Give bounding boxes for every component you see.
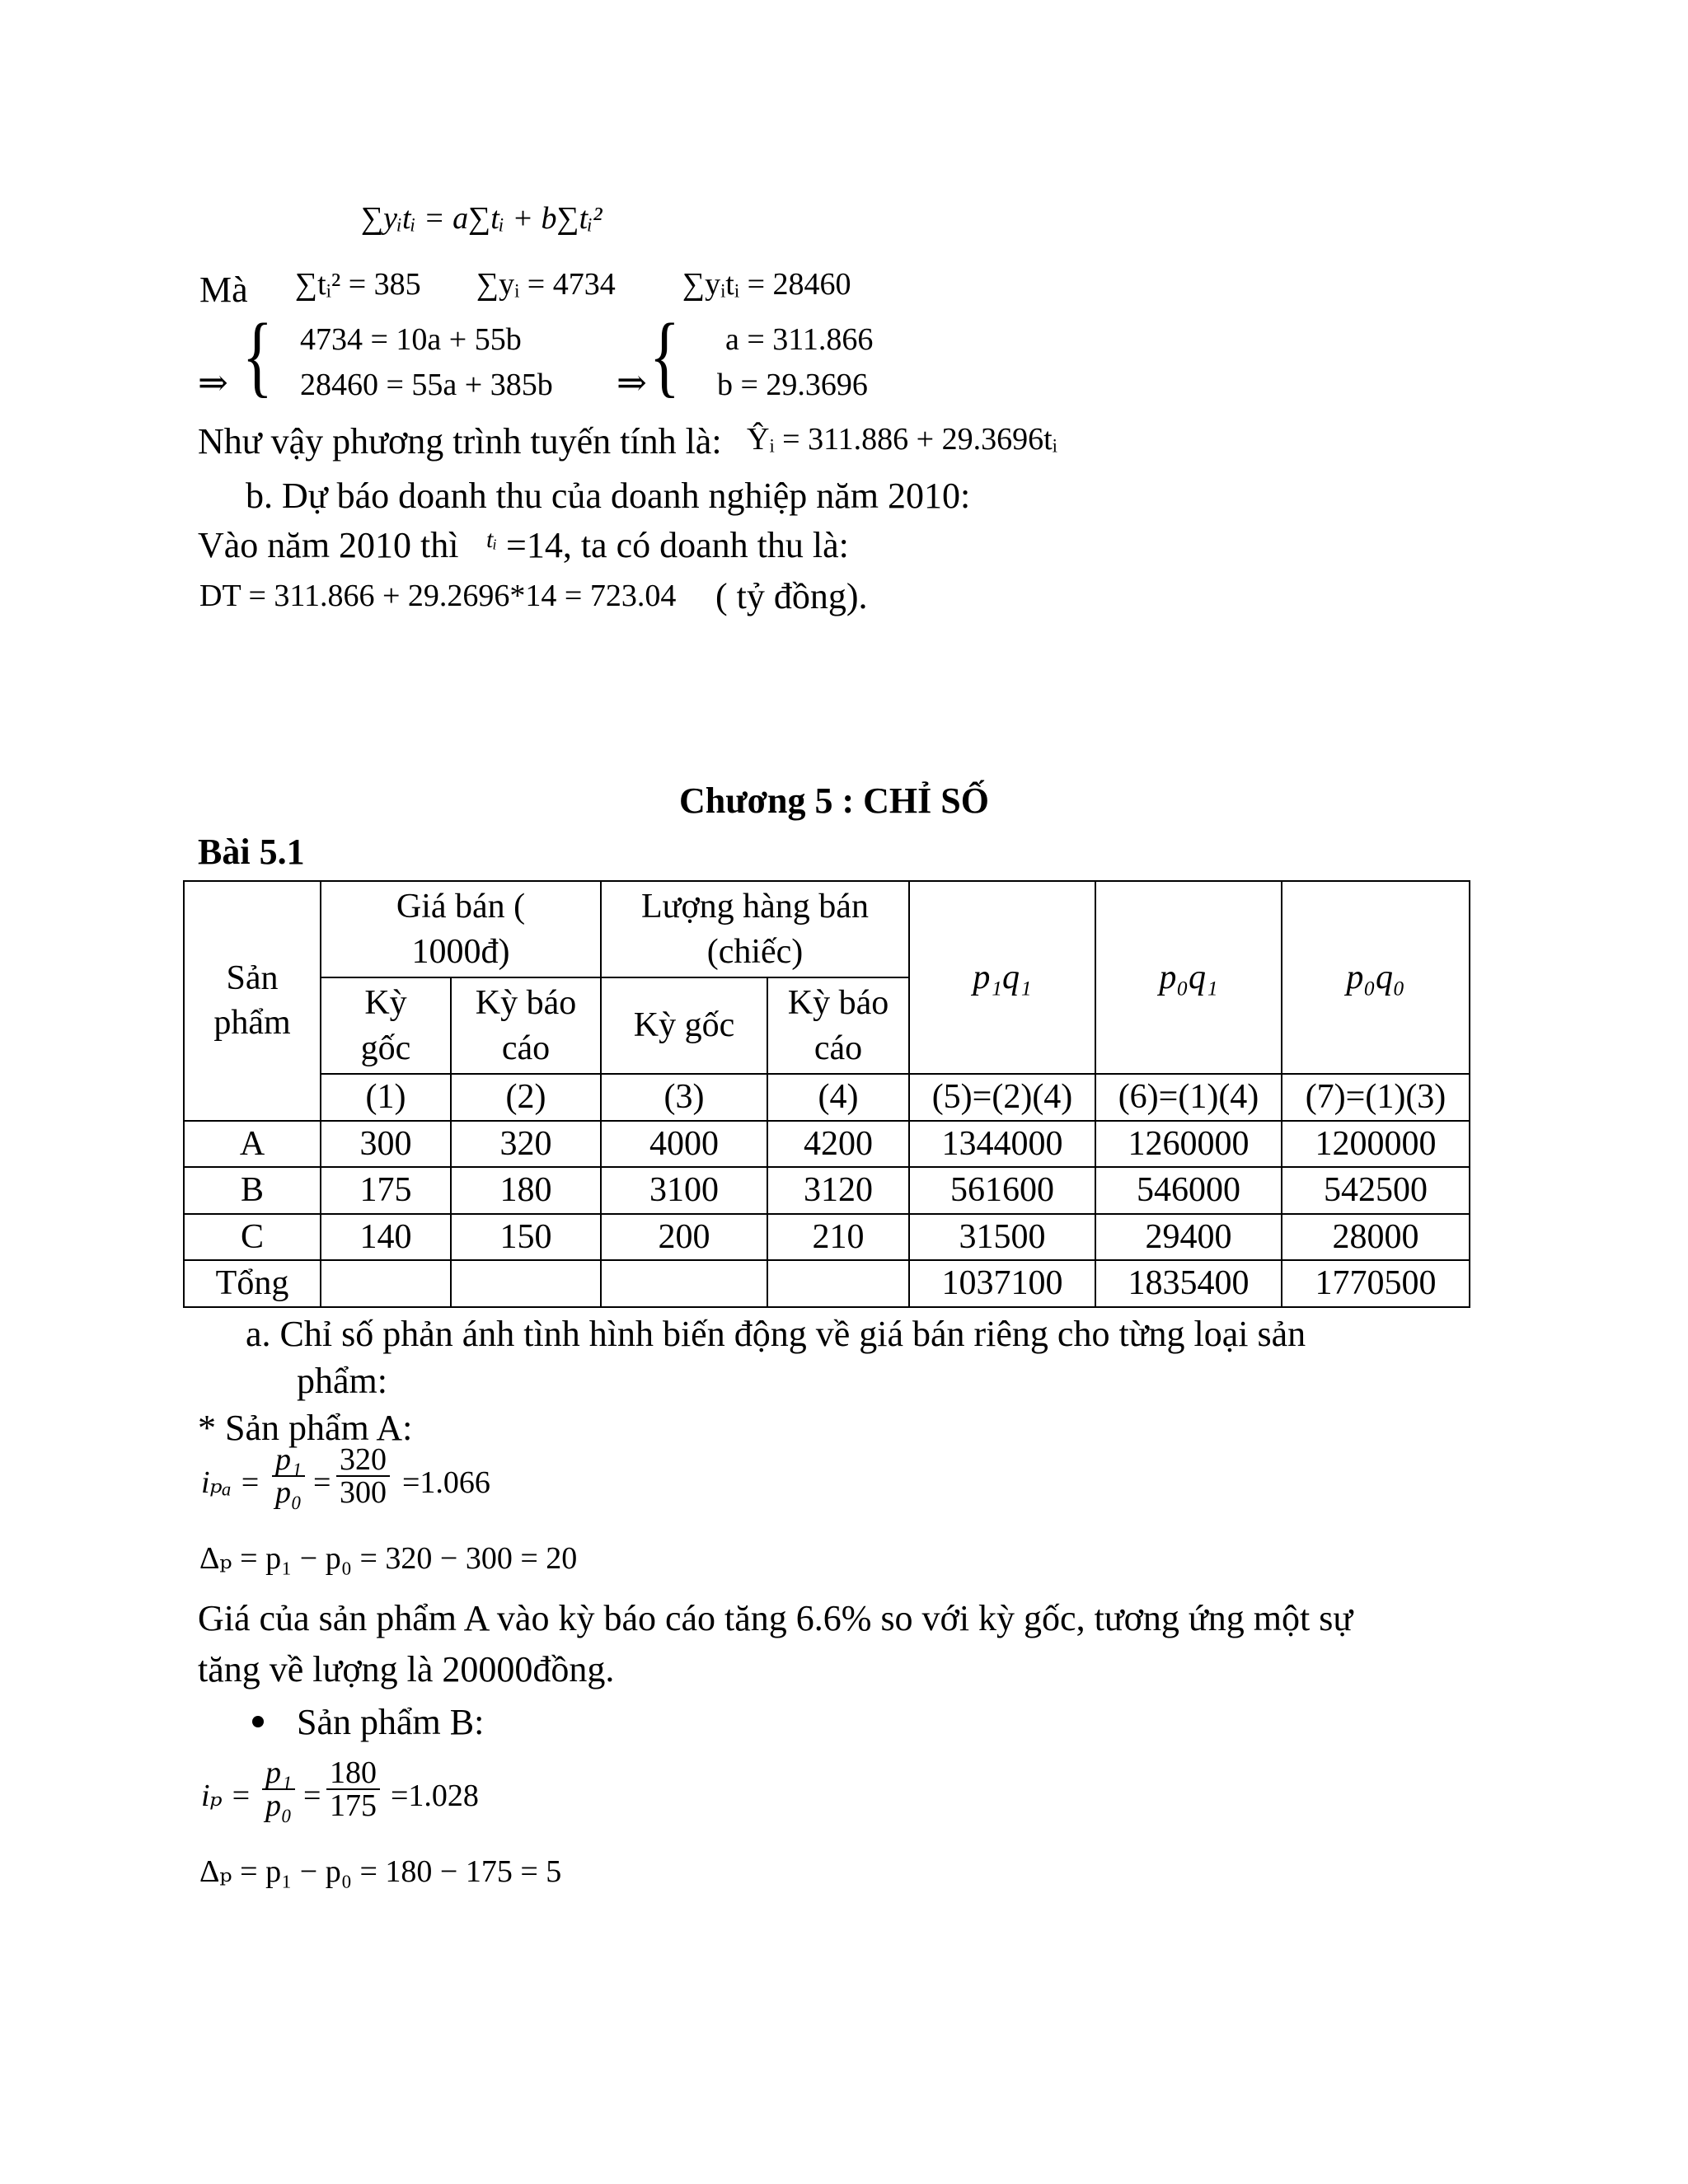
header-quantity: Lượng hàng bán (chiếc) — [601, 881, 909, 977]
system2-eq1: a = 311.866 — [725, 322, 874, 357]
index-table — [183, 880, 1470, 1308]
total-cell: 1835400 — [1095, 1260, 1282, 1307]
col-code: (3) — [601, 1074, 767, 1121]
product-a-label: * Sản phẩm A: — [198, 1408, 413, 1448]
cell: 4200 — [767, 1121, 909, 1168]
frac-num: 180 — [326, 1757, 380, 1790]
normal-equation: ∑yᵢtᵢ = a∑tᵢ + b∑tᵢ² — [361, 201, 603, 236]
implies-arrow-2: ⇒ — [617, 363, 647, 403]
total-label: Tổng — [184, 1260, 321, 1307]
cell: 300 — [321, 1121, 451, 1168]
cell: 1200000 — [1282, 1121, 1470, 1168]
system1-eq1: 4734 = 10a + 55b — [300, 322, 522, 357]
equals-sign: = — [303, 1779, 321, 1813]
table-row — [184, 1121, 1470, 1168]
cell: 210 — [767, 1214, 909, 1261]
col-code: (5)=(2)(4) — [909, 1074, 1095, 1121]
table-row — [184, 1214, 1470, 1261]
cell-empty — [601, 1260, 767, 1307]
fraction-320-300 — [336, 1444, 390, 1508]
cell: 320 — [451, 1121, 601, 1168]
cell: 561600 — [909, 1167, 1095, 1214]
index-pa-result: =1.066 — [402, 1465, 490, 1500]
frac-den: 300 — [340, 1475, 387, 1510]
cell: 546000 — [1095, 1167, 1282, 1214]
system2-eq2: b = 29.3696 — [717, 368, 868, 402]
linear-equation-text: Như vậy phương trình tuyến tính là: — [198, 421, 722, 462]
header-qty-report: Kỳ báo cáo — [767, 977, 909, 1074]
cell: 140 — [321, 1214, 451, 1261]
frac-num: p₁ — [272, 1444, 305, 1477]
row-label: C — [184, 1214, 321, 1261]
row-label: B — [184, 1167, 321, 1214]
fraction-p1-p0 — [272, 1444, 305, 1508]
cell: 200 — [601, 1214, 767, 1261]
implies-arrow-1: ⇒ — [198, 363, 228, 403]
cell: 542500 — [1282, 1167, 1470, 1214]
header-price: Giá bán ( 1000đ) — [321, 881, 601, 977]
col-code: (6)=(1)(4) — [1095, 1074, 1282, 1121]
frac-num: 320 — [336, 1444, 390, 1477]
exercise-title: Bài 5.1 — [198, 832, 305, 872]
header-price-report: Kỳ báo cáo — [451, 977, 601, 1074]
col-code: (2) — [451, 1074, 601, 1121]
equals-sign: = — [313, 1465, 331, 1500]
sum-t-squared: ∑tᵢ² = 385 — [295, 267, 421, 302]
dt-formula: DT = 311.866 + 29.2696*14 = 723.04 — [199, 579, 677, 613]
sum-y: ∑yᵢ = 4734 — [476, 267, 616, 302]
col-code: (7)=(1)(3) — [1282, 1074, 1470, 1121]
section-a-line1: a. Chỉ số phản ánh tình hình biến động về giá bán riêng cho từng loại sản — [246, 1314, 1306, 1354]
cell: 3100 — [601, 1167, 767, 1214]
header-p0q0: p₀q₀ — [1282, 881, 1470, 1074]
header-price-base: Kỳ gốc — [321, 977, 451, 1074]
header-qty-base: Kỳ gốc — [601, 977, 767, 1074]
frac-num: p₁ — [262, 1757, 295, 1790]
cell: 4000 — [601, 1121, 767, 1168]
frac-den: p₀ — [265, 1788, 293, 1823]
sum-yt: ∑yᵢtᵢ = 28460 — [682, 267, 851, 302]
dt-unit: ( tỷ đồng). — [715, 576, 868, 616]
system1-eq2: 28460 = 55a + 385b — [300, 368, 553, 402]
left-brace-1: { — [241, 305, 273, 405]
cell-empty — [767, 1260, 909, 1307]
cell: 3120 — [767, 1167, 909, 1214]
cell: 31500 — [909, 1214, 1095, 1261]
section-a-line2: phẩm: — [297, 1361, 387, 1401]
cell: 150 — [451, 1214, 601, 1261]
product-a-conclusion-1: Giá của sản phẩm A vào kỳ báo cáo tăng 6.6% so với kỳ gốc, tương ứng một sự — [198, 1598, 1353, 1638]
forecast-line-prefix: Vào năm 2010 thì — [198, 525, 459, 565]
cell: 29400 — [1095, 1214, 1282, 1261]
header-product: Sản phẩm — [184, 881, 321, 1121]
product-a-conclusion-2: tăng về lượng là 20000đồng. — [198, 1649, 615, 1690]
col-code: (4) — [767, 1074, 909, 1121]
delta-p-a: Δₚ = p₁ − p₀ = 320 − 300 = 20 — [199, 1541, 578, 1576]
index-pa-symbol: iₚₐ = — [201, 1465, 261, 1500]
delta-p-b: Δₚ = p₁ − p₀ = 180 − 175 = 5 — [199, 1854, 562, 1889]
product-b-label: Sản phẩm B: — [297, 1702, 485, 1742]
cell: 180 — [451, 1167, 601, 1214]
total-row — [184, 1260, 1470, 1307]
fraction-180-175 — [326, 1757, 380, 1821]
fraction-p1-p0-b — [262, 1757, 295, 1821]
header-p0q1: p₀q₁ — [1095, 881, 1282, 1074]
cell: 175 — [321, 1167, 451, 1214]
row-label: A — [184, 1121, 321, 1168]
left-brace-2: { — [649, 305, 680, 405]
frac-den: p₀ — [275, 1475, 302, 1510]
frac-den: 175 — [330, 1788, 377, 1823]
cell-empty — [321, 1260, 451, 1307]
total-cell: 1770500 — [1282, 1260, 1470, 1307]
col-code: (1) — [321, 1074, 451, 1121]
cell: 28000 — [1282, 1214, 1470, 1261]
cell-empty — [451, 1260, 601, 1307]
forecast-heading: b. Dự báo doanh thu của doanh nghiệp năm 2010: — [246, 476, 971, 516]
linear-equation-formula: Ŷᵢ = 311.886 + 29.3696tᵢ — [747, 422, 1057, 457]
total-cell: 1037100 — [909, 1260, 1095, 1307]
chapter-title: Chương 5 : CHỈ SỐ — [679, 780, 989, 821]
forecast-line-suffix: =14, ta có doanh thu là: — [506, 525, 849, 565]
cell: 1260000 — [1095, 1121, 1282, 1168]
cell: 1344000 — [909, 1121, 1095, 1168]
header-p1q1: p₁q₁ — [909, 881, 1095, 1074]
index-pb-symbol: iₚ = — [201, 1779, 251, 1813]
table-row — [184, 1167, 1470, 1214]
ma-label: Mà — [199, 269, 248, 310]
ti-symbol: tᵢ — [486, 526, 498, 553]
index-pb-result: =1.028 — [391, 1779, 479, 1813]
bullet-icon — [252, 1716, 264, 1732]
